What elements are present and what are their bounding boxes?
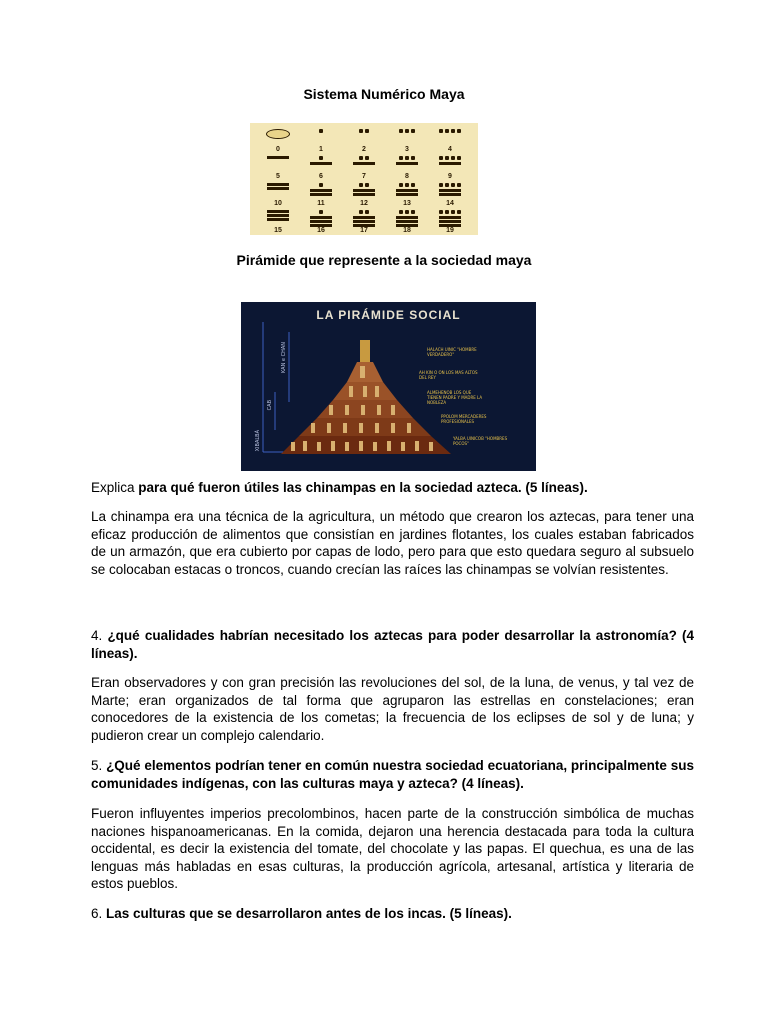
- dot-glyph: [411, 210, 415, 214]
- dot-glyph: [359, 156, 363, 160]
- bar-glyph: [310, 216, 332, 219]
- numeral-label: 15: [274, 227, 282, 234]
- dot-glyph: [399, 210, 403, 214]
- pyramid-side-label: CAB: [267, 400, 273, 411]
- dot-glyph: [359, 129, 363, 133]
- numeral-label: 12: [360, 200, 368, 207]
- bar-glyph: [396, 220, 418, 223]
- dot-glyph: [451, 210, 455, 214]
- pyramid-side-label: KAN e CHAN: [281, 342, 287, 374]
- numeral-label: 16: [317, 227, 325, 234]
- dot-glyph: [451, 129, 455, 133]
- maya-numeral: [258, 127, 298, 153]
- dot-glyph: [365, 129, 369, 133]
- question-number: 6.: [91, 906, 107, 921]
- numeral-label: 2: [362, 146, 366, 153]
- maya-numeral: [430, 181, 470, 207]
- maya-numeral: [301, 154, 341, 180]
- bar-glyph: [396, 189, 418, 192]
- dot-glyph: [319, 156, 323, 160]
- bar-glyph: [396, 193, 418, 196]
- dot-glyph: [439, 183, 443, 187]
- dot-glyph: [439, 129, 443, 133]
- question-prefix: Explica: [91, 480, 139, 495]
- bar-glyph: [396, 162, 418, 165]
- numeral-label: 7: [362, 173, 366, 180]
- title-numeric-system: Sistema Numérico Maya: [303, 86, 465, 102]
- bar-glyph: [353, 162, 375, 165]
- numeral-label: 5: [276, 173, 280, 180]
- dot-glyph: [399, 183, 403, 187]
- maya-numeral: [430, 127, 470, 153]
- dot-glyph: [411, 156, 415, 160]
- pyramid-level-label: YALBA UINICOB "HOMBRES POCOS": [453, 436, 508, 446]
- question-chinampas: [91, 479, 694, 497]
- social-pyramid-image: [241, 302, 536, 471]
- question-number: 5.: [91, 758, 107, 773]
- numeral-label: 17: [360, 227, 368, 234]
- dot-glyph: [457, 129, 461, 133]
- title-pyramid: Pirámide que represente a la sociedad maya: [236, 252, 532, 268]
- bar-glyph: [439, 193, 461, 196]
- maya-numeral: [344, 154, 384, 180]
- dot-glyph: [439, 210, 443, 214]
- dot-glyph: [319, 183, 323, 187]
- bar-glyph: [439, 220, 461, 223]
- numeral-label: 4: [448, 146, 452, 153]
- maya-numeral: [430, 208, 470, 234]
- bar-glyph: [353, 193, 375, 196]
- bar-glyph: [439, 162, 461, 165]
- dot-glyph: [451, 183, 455, 187]
- bar-glyph: [267, 187, 289, 190]
- dot-glyph: [457, 156, 461, 160]
- maya-numeral: [387, 208, 427, 234]
- bar-glyph: [267, 218, 289, 221]
- bar-glyph: [310, 162, 332, 165]
- bar-glyph: [353, 189, 375, 192]
- dot-glyph: [405, 183, 409, 187]
- maya-numeral: [387, 127, 427, 153]
- maya-numeral: [387, 154, 427, 180]
- dot-glyph: [405, 156, 409, 160]
- dot-glyph: [457, 183, 461, 187]
- pyramid-level-label: PPOLOM MERCADERES PROFESIONALES: [441, 414, 487, 424]
- bar-glyph: [353, 216, 375, 219]
- dot-glyph: [457, 210, 461, 214]
- answer-chinampas: La chinampa era una técnica de la agricultura, un método que crearon los aztecas, para tener una eficaz producción de alimentos que consistían en jardines flotantes, los cuales estaban fabricados de un armazón, que era cubierto por capas de lodo, pero para que esto quedara seguro al subsuelo se colocaban estacas o troncos, cuando crecían las raíces las chinampas se volvían resistentes.: [91, 509, 694, 577]
- dot-glyph: [439, 156, 443, 160]
- bar-glyph: [310, 220, 332, 223]
- dot-glyph: [359, 210, 363, 214]
- pyramid-level-label: AH KIN O ON LOS MAS ALTOS DEL REY: [419, 370, 478, 380]
- maya-numeral: [301, 181, 341, 207]
- question-4: [91, 627, 694, 662]
- maya-numeral: [344, 127, 384, 153]
- dot-glyph: [451, 156, 455, 160]
- question-6: [91, 905, 694, 923]
- shell-glyph: [266, 129, 290, 139]
- dot-glyph: [365, 183, 369, 187]
- question-number: 4.: [91, 628, 108, 643]
- dot-glyph: [445, 183, 449, 187]
- bar-glyph: [310, 189, 332, 192]
- question-5: [91, 757, 694, 792]
- dot-glyph: [319, 210, 323, 214]
- bar-glyph: [396, 216, 418, 219]
- dot-glyph: [411, 129, 415, 133]
- dot-glyph: [445, 129, 449, 133]
- numeral-label: 6: [319, 173, 323, 180]
- maya-numeral: [430, 154, 470, 180]
- dot-glyph: [399, 129, 403, 133]
- maya-numeral: [344, 208, 384, 234]
- numeral-label: 8: [405, 173, 409, 180]
- question-text: para qué fueron útiles las chinampas en la sociedad azteca. (5 líneas).: [138, 480, 588, 495]
- dot-glyph: [359, 183, 363, 187]
- bar-glyph: [439, 216, 461, 219]
- bar-glyph: [310, 193, 332, 196]
- numeral-label: 14: [446, 200, 454, 207]
- maya-numeral: [258, 181, 298, 207]
- pyramid-level-label: ALMEHENOB LOS QUE TIENEN PADRE Y MADRE LA NOBLEZA: [427, 390, 483, 405]
- maya-numeral: [344, 181, 384, 207]
- dot-glyph: [405, 210, 409, 214]
- bar-glyph: [353, 220, 375, 223]
- dot-glyph: [365, 210, 369, 214]
- dot-glyph: [365, 156, 369, 160]
- pyramid-level-label: HALACH UINIC "HOMBRE VERDADERO": [427, 347, 477, 357]
- numeral-label: 18: [403, 227, 411, 234]
- bar-glyph: [267, 210, 289, 213]
- dot-glyph: [319, 129, 323, 133]
- bar-glyph: [439, 189, 461, 192]
- pyramid-image-title: LA PIRÁMIDE SOCIAL: [316, 308, 461, 322]
- maya-numeral: [258, 154, 298, 180]
- dot-glyph: [399, 156, 403, 160]
- numeral-label: 11: [317, 200, 325, 207]
- dot-glyph: [405, 129, 409, 133]
- numeral-label: 9: [448, 173, 452, 180]
- maya-numeral: [387, 181, 427, 207]
- numeral-label: 0: [276, 146, 280, 153]
- question-text: ¿Qué elementos podrían tener en común nuestra sociedad ecuatoriana, principalmente sus comunidades indígenas, con las culturas maya y azteca? (4 líneas).: [91, 758, 694, 791]
- numeral-label: 3: [405, 146, 409, 153]
- dot-glyph: [411, 183, 415, 187]
- question-text: ¿qué cualidades habrían necesitado los aztecas para poder desarrollar la astronomía? (4 líneas).: [91, 628, 694, 661]
- question-text: Las culturas que se desarrollaron antes de los incas. (5 líneas).: [106, 906, 512, 921]
- maya-numerals-figure: [250, 123, 478, 235]
- numeral-label: 13: [403, 200, 411, 207]
- answer-5: Fueron influyentes imperios precolombinos, hacen parte de la construcción simbólica de muchas naciones hispanoamericanas. En la comida, dejaron una herencia destacada para toda la cultura occidental, es decir la existencia del tomate, del chocolate y las papas. El quechua, es una de las lenguas más habladas en esas culturas, la producción agrícola, artesanal, artística y literaria de estos pueblos.: [91, 806, 694, 892]
- dot-glyph: [445, 210, 449, 214]
- numeral-label: 1: [319, 146, 323, 153]
- dot-glyph: [445, 156, 449, 160]
- maya-numeral: [258, 208, 298, 234]
- numeral-label: 10: [274, 200, 282, 207]
- maya-numeral: [301, 208, 341, 234]
- answer-4: Eran observadores y con gran precisión las revoluciones del sol, de la luna, de venus, y tal vez de Marte; eran organizados de tal forma que agruparon las estrellas en constelaciones; eran conocedores de la existencia de los cometas; la frecuencia de los eclipses de sol y de luna; y pudieron crear un complejo calendario.: [91, 675, 694, 743]
- maya-numeral: [301, 127, 341, 153]
- numeral-label: 19: [446, 227, 454, 234]
- bar-glyph: [267, 214, 289, 217]
- pyramid-side-label: XIBALBÁ: [255, 430, 261, 452]
- bar-glyph: [267, 156, 289, 159]
- bar-glyph: [267, 183, 289, 186]
